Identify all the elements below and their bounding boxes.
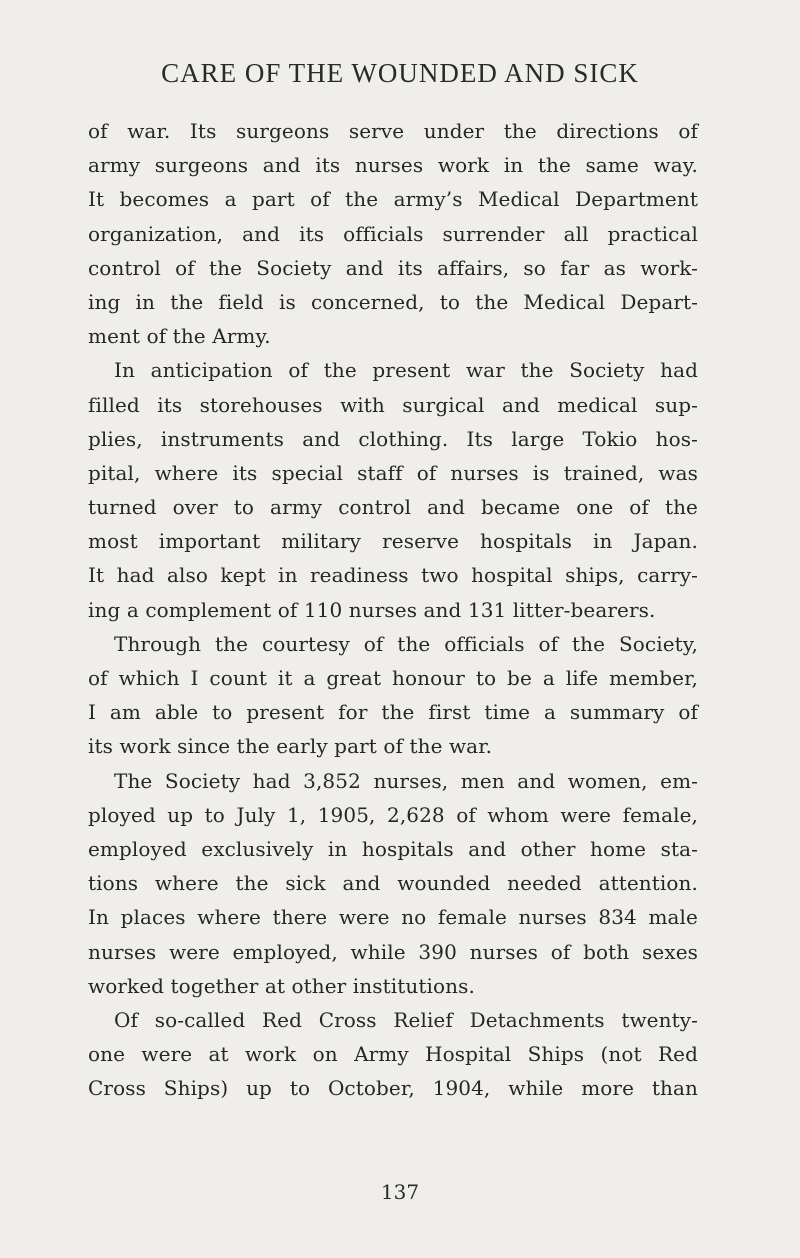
text-line: It becomes a part of the army’s Medical Department (88, 187, 698, 212)
text-line: ing a complement of 110 nurses and 131 litter-bearers. (88, 597, 656, 622)
text-line: control of the Society and its affairs, so far as work- (88, 255, 698, 280)
text-line: ployed up to July 1, 1905, 2,628 of whom were female, (88, 802, 698, 827)
text-line: filled its storehouses with surgical and medical sup- (88, 392, 698, 417)
text-line: nurses were employed, while 390 nurses of both sexes (88, 939, 698, 964)
text-line: one were at work on Army Hospital Ships (not Red (88, 1042, 698, 1067)
text-line: Through the courtesy of the officials of the Society, (114, 631, 698, 656)
text-line: worked together at other institutions. (88, 973, 475, 998)
text-line: turned over to army control and became one of the (88, 495, 698, 520)
text-line: plies, instruments and clothing. Its large Tokio hos- (88, 426, 698, 451)
text-line: of which I count it a great honour to be a life member, (88, 666, 698, 690)
body-text (88, 114, 698, 1105)
text-line: pital, where its special staff of nurses is trained, was (88, 460, 698, 485)
text-line: employed exclusively in hospitals and other home sta- (88, 836, 698, 861)
text-line: It had also kept in readiness two hospital ships, carry- (88, 563, 698, 588)
text-line: its work since the early part of the war. (88, 734, 493, 759)
text-line: ing in the field is concerned, to the Medical Depart- (88, 289, 698, 314)
text-line: In places where there were no female nurses 834 male (88, 905, 698, 930)
text-line: ment of the Army. (88, 324, 271, 349)
text-line: organization, and its officials surrender all practical (88, 221, 698, 246)
page-number: 137 (380, 1180, 420, 1204)
text-line: most important military reserve hospitals in Japan. (88, 529, 698, 554)
text-line: In anticipation of the present war the Society had (114, 358, 698, 383)
text-line: The Society had 3,852 nurses, men and women, em- (114, 768, 698, 793)
text-line: Cross Ships) up to October, 1904, while more than (88, 1076, 698, 1101)
text-line: tions where the sick and wounded needed attention. (88, 871, 698, 896)
text-line: Of so-called Red Cross Relief Detachments twenty- (114, 1007, 698, 1032)
text-line: I am able to present for the first time a summary of (88, 700, 698, 725)
text-line: of war. Its surgeons serve under the directions of (88, 119, 698, 143)
running-head: CARE OF THE WOUNDED AND SICK (161, 58, 639, 88)
text-line: army surgeons and its nurses work in the same way. (88, 153, 698, 178)
